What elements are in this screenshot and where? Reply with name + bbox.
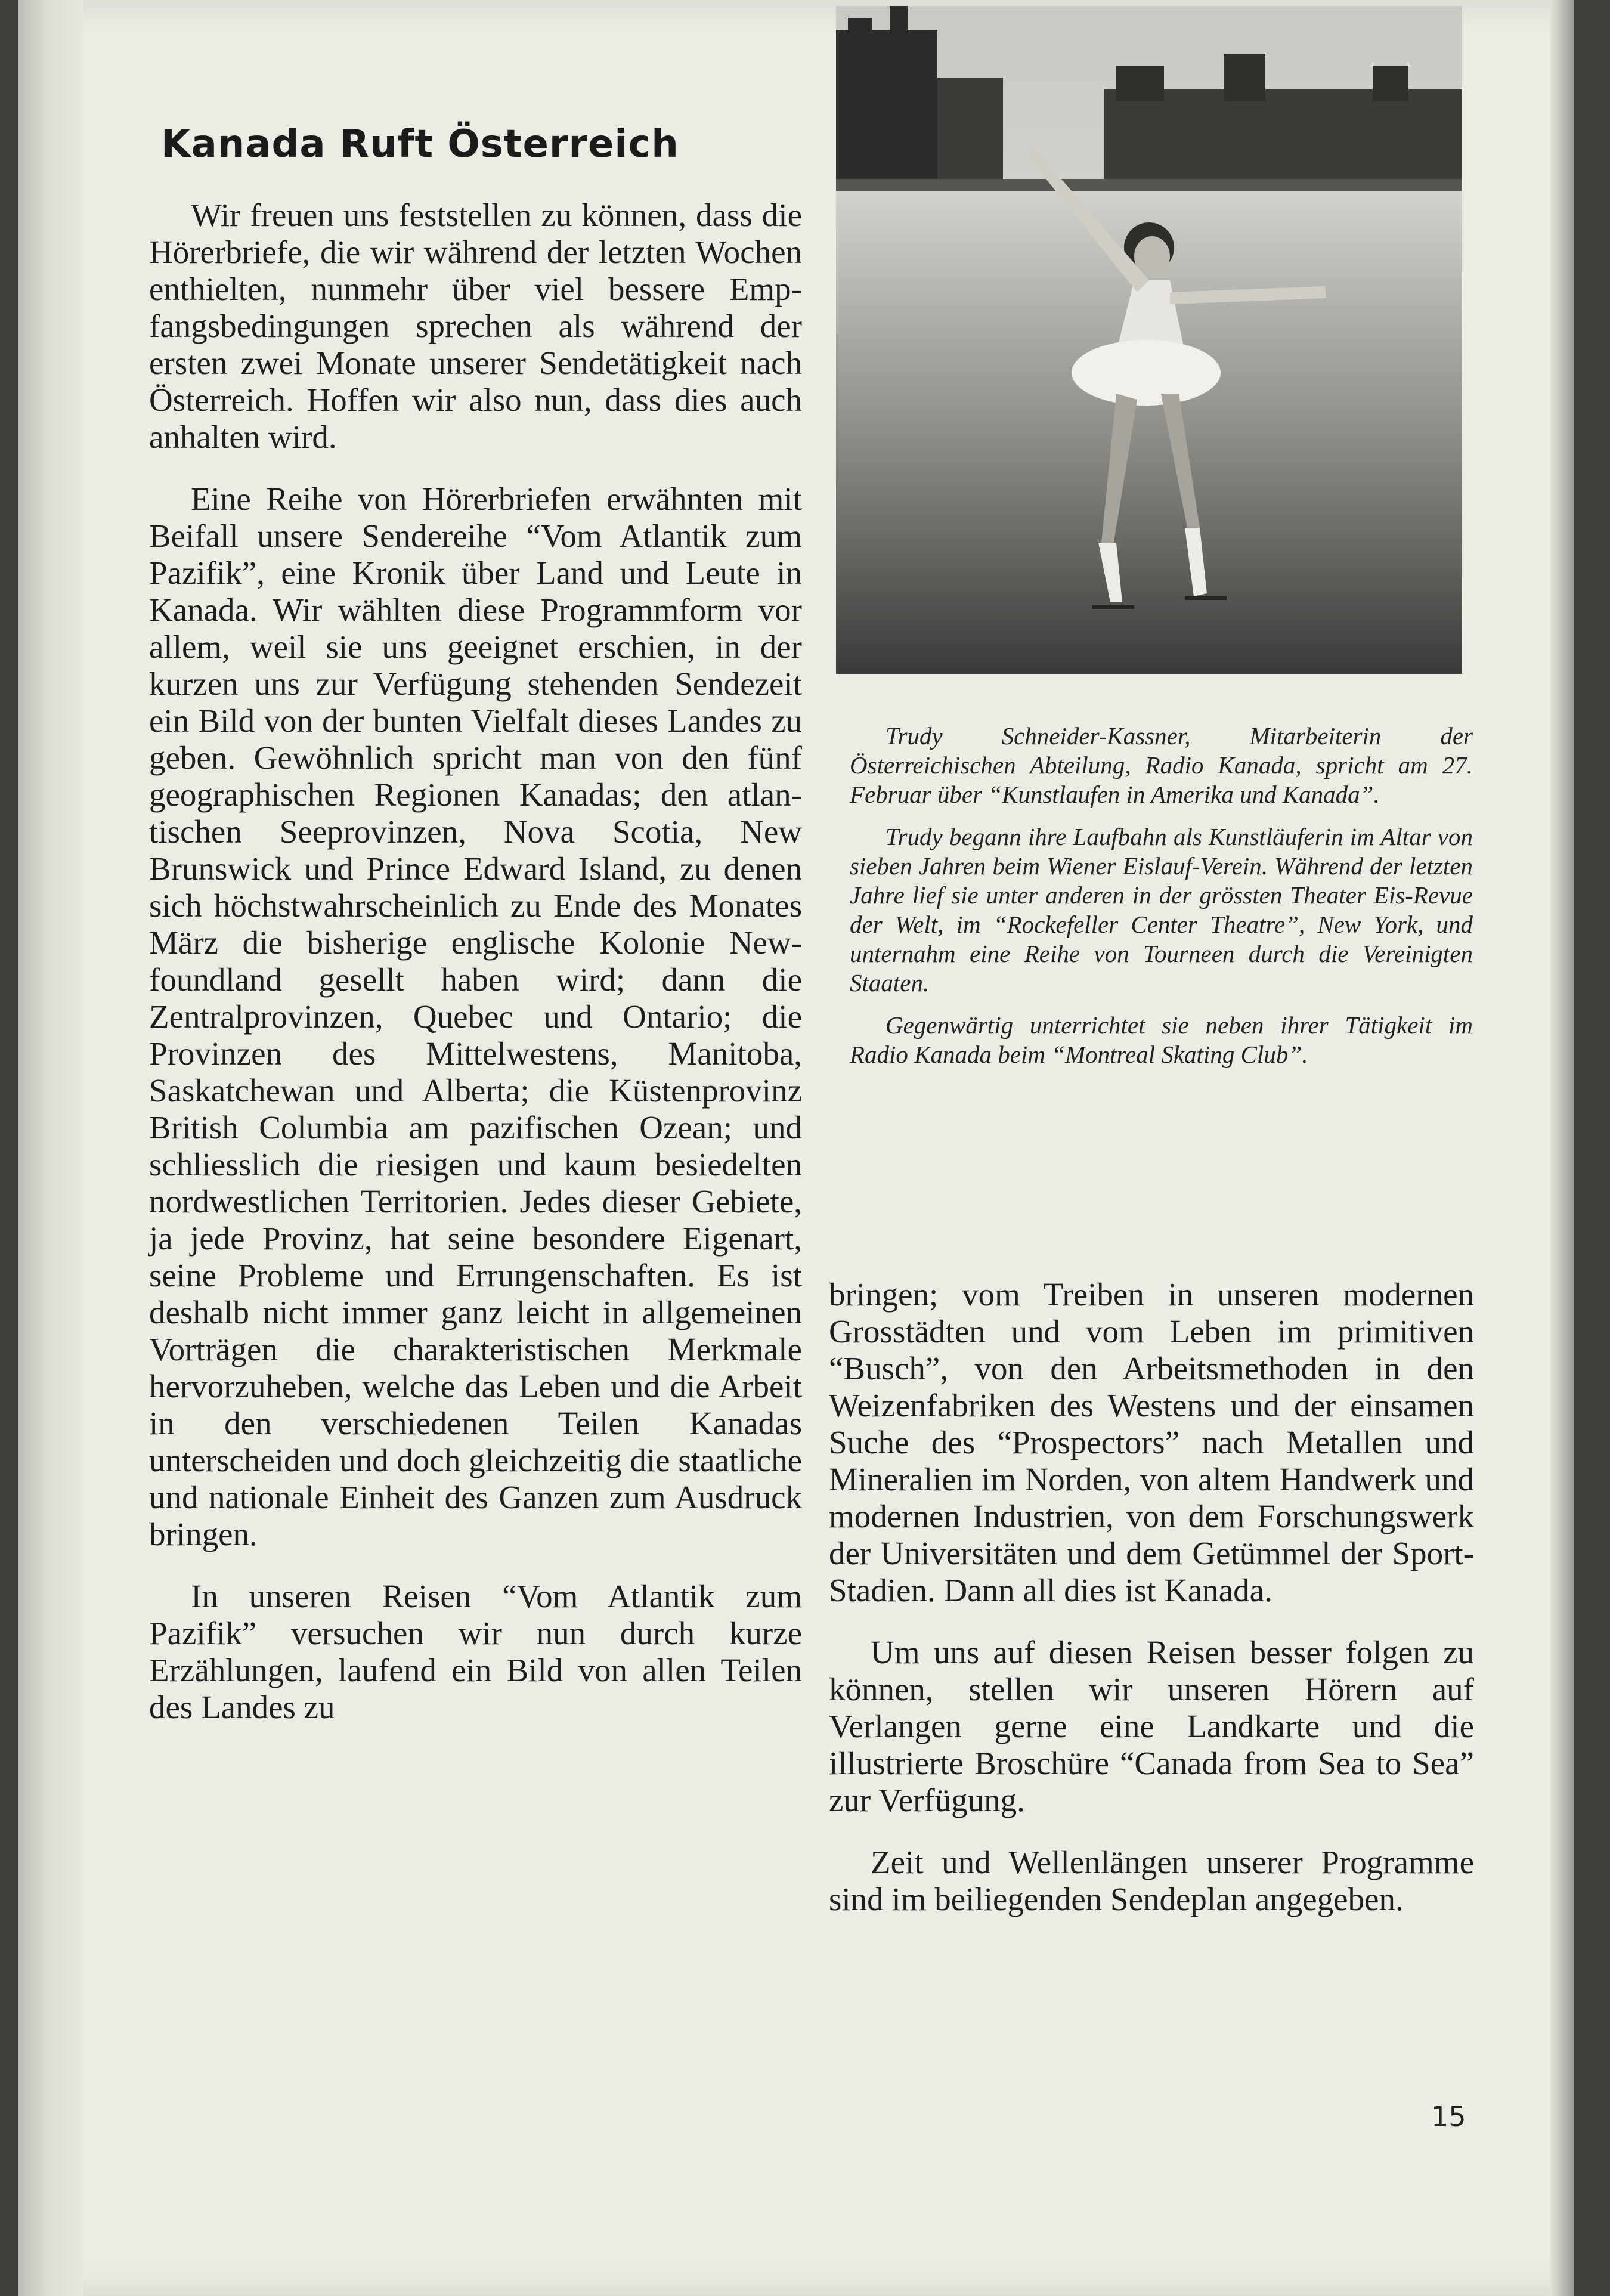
caption-paragraph: Trudy Schneider-Kassner, Mitarbeiterin der Österreichischen Abteilung, Radio Kanada, spricht am 27. Februar über “Kunstlaufen in Amerika und Kanada”. bbox=[850, 722, 1473, 808]
caption-paragraph: Gegenwärtig unterrichtet sie neben ihrer Tätigkeit im Radio Kanada beim “Montreal Skating Club”. bbox=[850, 1011, 1473, 1068]
page-number: 15 bbox=[1431, 2100, 1466, 2133]
paragraph: bringen; vom Treiben in unseren modernen Grosstädten und vom Leben im primitiven “Busch”, von den Arbeitsmethoden in den Weizenfabriken des Westens und der einsamen Suche des “Prospectors” nach Metallen und Mineralien im Norden, von altem Handwerk und modernen Industrien, von dem Forschungswerk der Universitäten und dem Getümmel der Sport-Stadien. Dann all dies ist Kanada. bbox=[829, 1276, 1474, 1608]
skater-photo-illustration bbox=[836, 6, 1462, 674]
paragraph: Zeit und Wellenlängen unserer Programme sind im beiliegenden Sendeplan angegeben. bbox=[829, 1844, 1474, 1917]
article-title: Kanada Ruft Österreich bbox=[161, 122, 679, 166]
photo-caption bbox=[850, 722, 1473, 1082]
paragraph: Wir freuen uns feststellen zu können, dass die Hörerbriefe, die wir während der letzten Wochen enthielten, nunmehr über viel bessere Empfangsbedingungen sprechen als während der ersten zwei Monate unserer Sendetätigkeit nach Österreich. Hoffen wir also nun, dass dies auch anhalten wird. bbox=[149, 197, 802, 455]
skater-photo bbox=[836, 6, 1462, 674]
caption-paragraph: Trudy begann ihre Laufbahn als Kunstläuferin im Altar von sieben Jahren beim Wiener Eislauf-Verein. Während der letzten Jahre lief sie unter anderen in der grössten Theater Eis-Revue der Welt, im “Rockefeller Center Theatre”, New York, und unternahm eine Reihe von Tourneen durch die Vereinigten Staaten. bbox=[850, 823, 1473, 997]
paragraph: Um uns auf diesen Reisen besser folgen zu können, stellen wir unseren Hörern auf Verlangen gerne eine Landkarte und die illustrierte Broschüre “Canada from Sea to Sea” zur Verfügung. bbox=[829, 1634, 1474, 1818]
page-gutter bbox=[18, 0, 83, 2296]
left-column bbox=[149, 197, 802, 1751]
paragraph: In unseren Reisen “Vom Atlantik zum Pazifik” versuchen wir nun durch kurze Erzählungen, laufend ein Bild von allen Teilen des Landes zu bbox=[149, 1578, 802, 1725]
right-column bbox=[829, 1276, 1474, 1943]
booklet-page bbox=[18, 0, 1574, 2296]
page-edge bbox=[1550, 0, 1574, 2296]
paragraph: Eine Reihe von Hörerbriefen erwähnten mit Beifall unsere Sendereihe “Vom Atlantik zum Pazifik”, eine Kronik über Land und Leute in Kanada. Wir wählten diese Programmform vor allem, weil sie uns geeignet erschien, in der kurzen uns zur Verfügung stehenden Sendezeit ein Bild von der bunten Vielfalt dieses Landes zu geben. Gewöhnlich spricht man von den fünf geographischen Regionen Kanadas; den atlantischen Seeprovinzen, Nova Scotia, New Brunswick und Prince Edward Island, zu denen sich höchstwahrscheinlich zu Ende des Monates März die bisherige englische Kolonie Newfoundland gesellt haben wird; dann die Zentralprovinzen, Quebec und Ontario; die Provinzen des Mittelwestens, Manitoba, Saskatchewan und Alberta; die Küstenprovinz British Columbia am pazifischen Ozean; und schliesslich die riesigen und kaum besiedelten nordwestlichen Territorien. Jedes dieser Gebiete, ja jede Provinz, hat seine besondere Eigenart, seine Probleme und Errungenschaften. Es ist deshalb nicht immer ganz leicht in allgemeinen Vorträgen die charakteristischen Merkmale hervorzuheben, welche das Leben und die Arbeit in den verschiedenen Teilen Kanadas unterscheiden und doch gleichzeitig die staatliche und nationale Einheit des Ganzen zum Ausdruck bringen. bbox=[149, 481, 803, 1552]
